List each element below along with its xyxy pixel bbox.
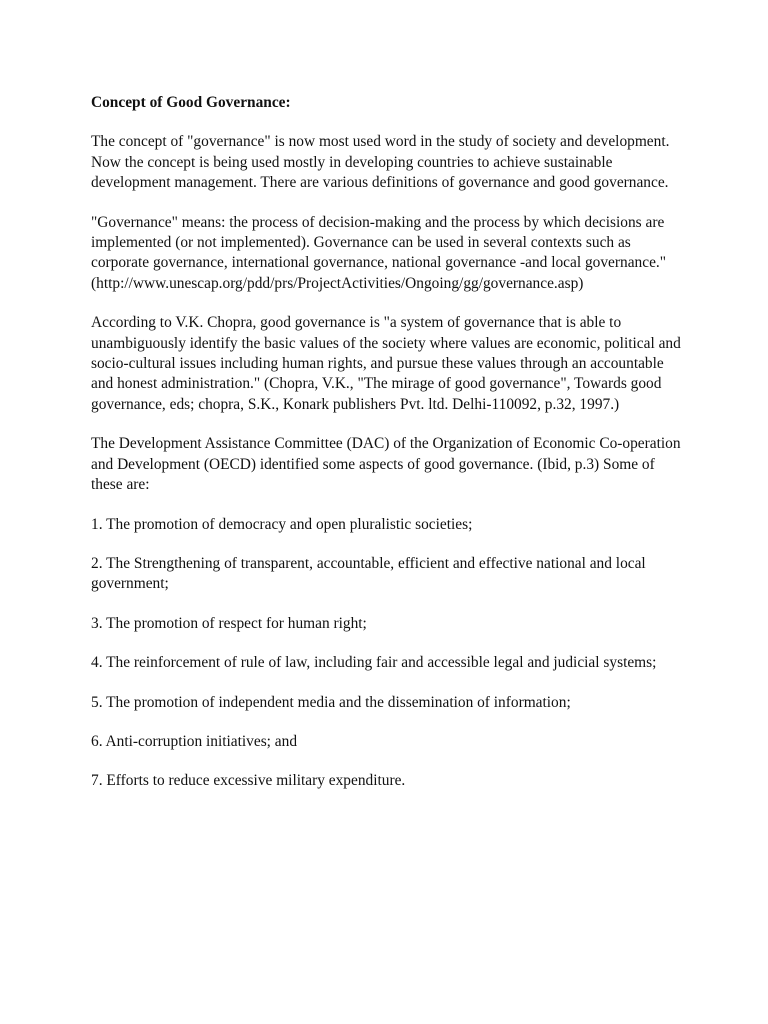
paragraph-chopra-definition: According to V.K. Chopra, good governance is "a system of governance that is able to unambiguously identify the basic values of the society where values are economic, political and socio-cultural issues including human rights, and pursue these values through an accountable and honest administration." (Chopra, V.K., "The mirage of good governance", Towards good governance, eds; chopra, S.K., Konark publishers Pvt. ltd. Delhi-110092, p.32, 1997.) — [91, 314, 681, 413]
list-item-rule-of-law: 4. The reinforcement of rule of law, including fair and accessible legal and judicial systems; — [91, 654, 657, 672]
list-item-independent-media: 5. The promotion of independent media and the dissemination of information; — [91, 693, 571, 711]
paragraph-governance-definition: "Governance" means: the process of decision-making and the process by which decisions are implemented (or not implemented). Governance can be used in several contexts such as corporate governance, international governance, national governance -and local governance." (http://www.unescap.org/pdd/prs/ProjectActivities/Ongoing/gg/governance.asp) — [91, 213, 667, 292]
list-item-human-rights: 3. The promotion of respect for human right; — [91, 614, 367, 632]
paragraph-dac-oecd: The Development Assistance Committee (DAC) of the Organization of Economic Co-operation and Development (OECD) identified some aspects of good governance. (Ibid, p.3) Some of these are: — [91, 435, 681, 494]
paragraph-governance-concept: The concept of "governance" is now most used word in the study of society and development. Now the concept is being used mostly in developing countries to achieve sustainable development management. There are various definitions of governance and good governance. — [91, 133, 670, 192]
list-item-transparent-government: 2. The Strengthening of transparent, accountable, efficient and effective national and local government; — [91, 554, 646, 593]
list-item-democracy: 1. The promotion of democracy and open pluralistic societies; — [91, 515, 473, 533]
list-item-anti-corruption: 6. Anti-corruption initiatives; and — [91, 732, 298, 750]
document-title: Concept of Good Governance: — [91, 94, 291, 111]
document-body — [91, 93, 681, 811]
list-item-military-expenditure: 7. Efforts to reduce excessive military expenditure. — [91, 772, 406, 790]
